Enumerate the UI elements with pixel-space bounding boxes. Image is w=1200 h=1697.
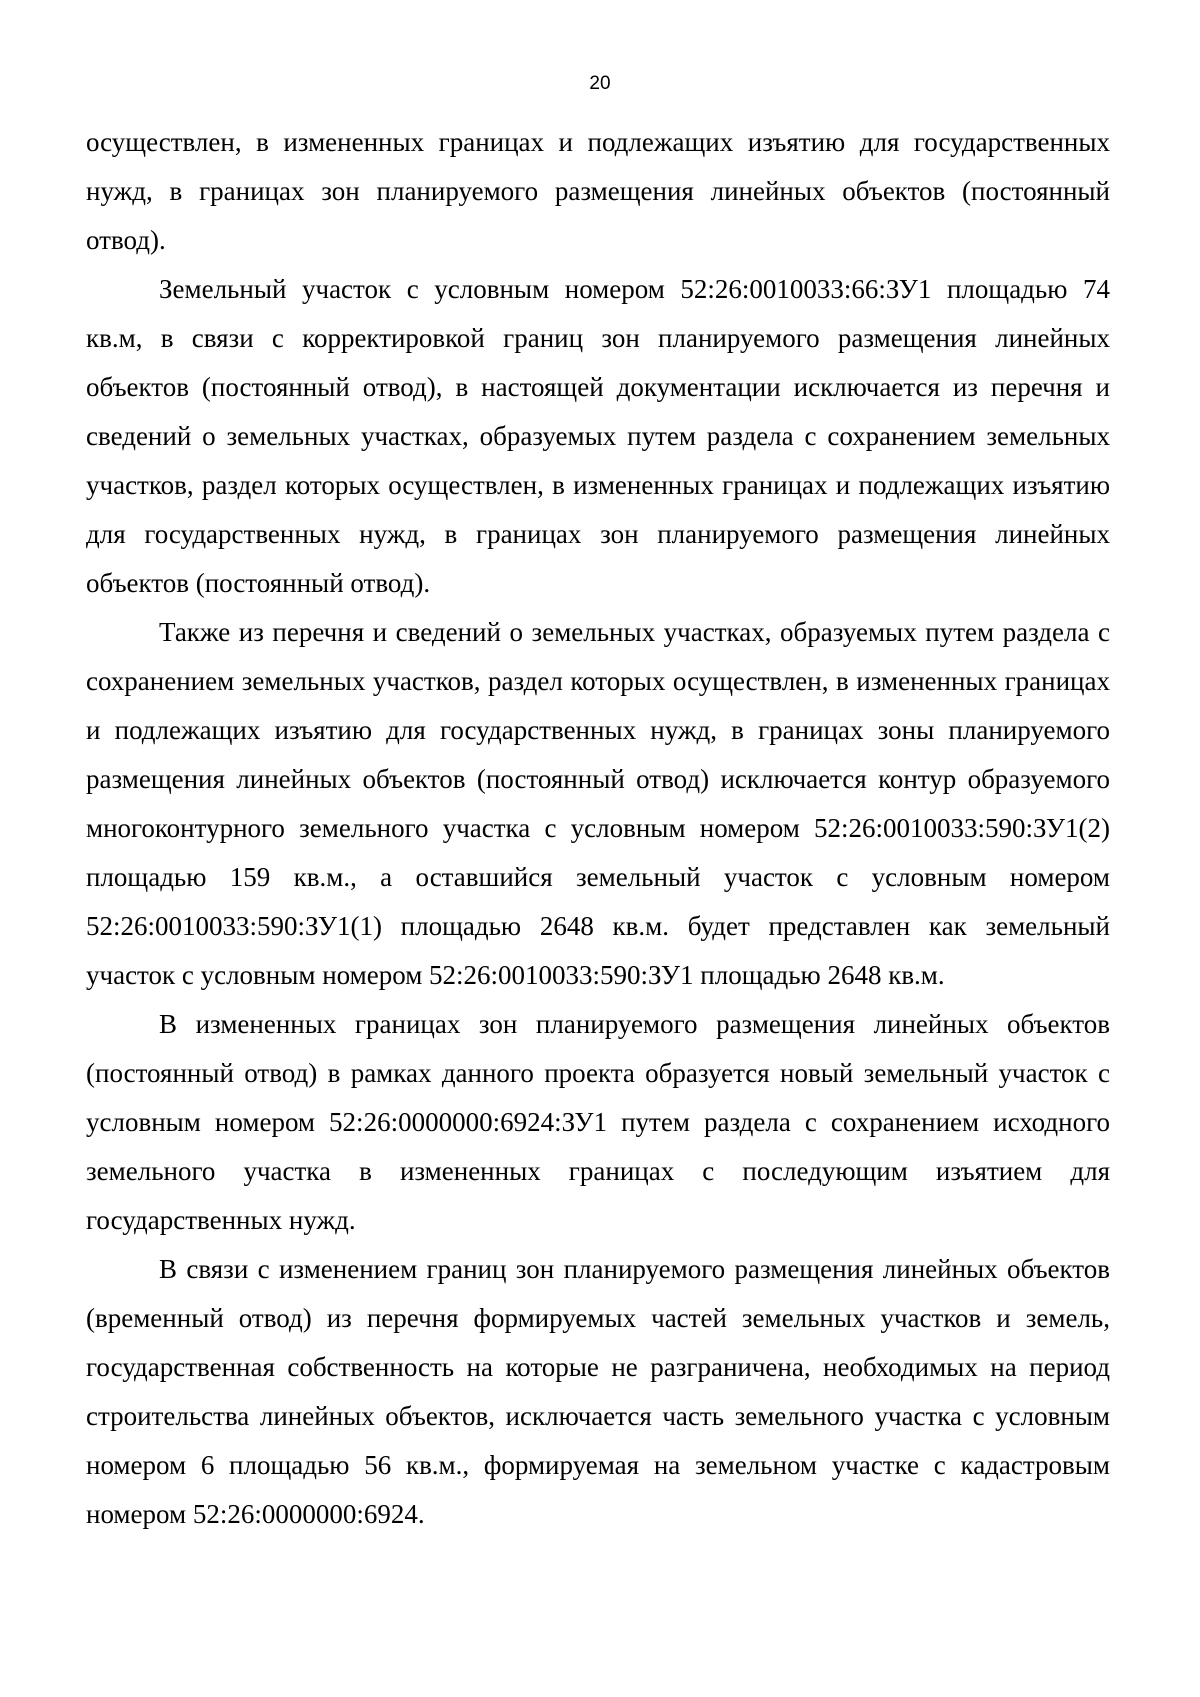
page-number: 20 [589,73,611,94]
paragraph-4: В измененных границах зон планируемого размещения линейных объектов (постоянный отвод) в рамках данного проекта образуется новый земельный участок с условным номером 52:26:0000000:6924:ЗУ1 путем раздела с сохранением исходного земельного участка в измененных границах с последующим изъятием для государственных нужд. [86,1009,1110,1235]
paragraph-3: Также из перечня и сведений о земельных участках, образуемых путем раздела с сохранением земельных участков, раздел которых осуществлен, в измененных границах и подлежащих изъятию для государственных нужд, в границах зоны планируемого размещения линейных объектов (постоянный отвод) исключается контур образуемого многоконтурного земельного участка с условным номером 52:26:0010033:590:ЗУ1(2) площадью 159 кв.м., а оставшийся земельный участок с условным номером 52:26:0010033:590:ЗУ1(1) площадью 2648 кв.м. будет представлен как земельный участок с условным номером 52:26:0010033:590:ЗУ1 площадью 2648 кв.м. [86,617,1110,990]
paragraph-1: осуществлен, в измененных границах и подлежащих изъятию для государственных нужд, в границах зон планируемого размещения линейных объектов (постоянный отвод). [86,127,1110,255]
paragraph-5: В связи с изменением границ зон планируемого размещения линейных объектов (временный отвод) из перечня формируемых частей земельных участков и земель, государственная собственность на которые не разграничена, необходимых на период строительства линейных объектов, исключается часть земельного участка с условным номером 6 площадью 56 кв.м., формируемая на земельном участке с кадастровым номером 52:26:0000000:6924. [86,1254,1110,1529]
paragraph-2: Земельный участок с условным номером 52:26:0010033:66:ЗУ1 площадью 74 кв.м, в связи с корректировкой границ зон планируемого размещения линейных объектов (постоянный отвод), в настоящей документации исключается из перечня и сведений о земельных участках, образуемых путем раздела с сохранением земельных участков, раздел которых осуществлен, в измененных границах и подлежащих изъятию для государственных нужд, в границах зон планируемого размещения линейных объектов (постоянный отвод). [86,274,1110,598]
document-body [86,118,1110,1539]
